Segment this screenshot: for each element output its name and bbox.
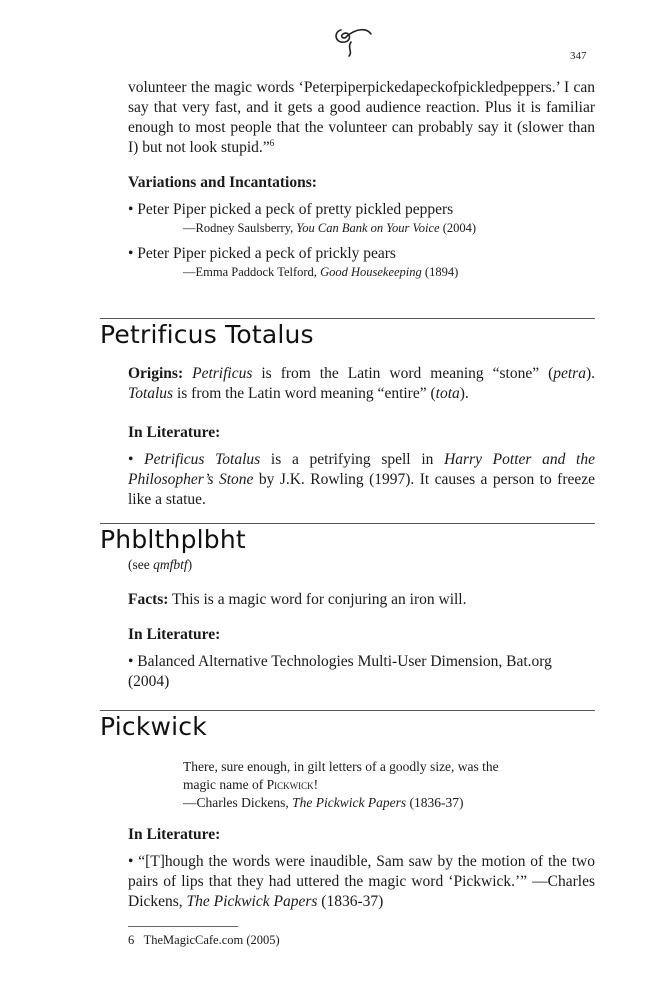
entry-title-pickwick: Pickwick	[100, 712, 207, 741]
origins-text: is from the Latin word meaning “entire” (	[173, 385, 436, 402]
origins-term: Petrificus	[192, 365, 253, 382]
epigraph-text: !	[313, 777, 319, 792]
citation-author: —Charles Dickens,	[183, 795, 293, 810]
lit-book-title: The Pickwick Papers	[186, 893, 318, 910]
variation-text: • Peter Piper picked a peck of prickly pears	[128, 245, 396, 262]
origins-text: is from the Latin word meaning “stone” (	[252, 365, 554, 382]
footnote-text: TheMagicCafe.com (2005)	[143, 933, 280, 947]
lit-text: • “[T]hough the words were inaudible, Sam saw by the motion of the two pairs of lips that they had uttered the magic word ‘Pickwick.’” —Charles Dickens,	[128, 853, 595, 910]
facts-text: This is a magic word for conjuring an iron will.	[168, 591, 467, 608]
citation-title: You Can Bank on Your Voice	[296, 221, 440, 235]
footnote-divider	[128, 926, 238, 927]
section-divider	[100, 523, 595, 524]
section-divider	[100, 710, 595, 711]
variations-heading: Variations and Incantations:	[128, 174, 317, 191]
origins-term: tota	[435, 385, 460, 402]
lit-book-title: Harry Potter and the Philosopher’s Stone	[128, 451, 595, 488]
petrificus-origins	[128, 364, 595, 404]
origins-text: ).	[585, 365, 595, 382]
citation-title: The Pickwick Papers	[292, 795, 407, 810]
origins-label: Origins:	[128, 365, 184, 382]
origins-term: Totalus	[128, 385, 174, 402]
intro-paragraph	[128, 78, 595, 158]
phblthplbht-facts	[128, 590, 595, 610]
variation-text: • Peter Piper picked a peck of pretty pickled peppers	[128, 201, 454, 218]
entry-title-phblthplbht: Phblthplbht	[100, 525, 246, 554]
lit-text: (1836-37)	[317, 893, 384, 910]
section-divider	[100, 318, 595, 319]
lit-term: Petrificus Totalus	[144, 451, 261, 468]
see-prefix: (see	[128, 557, 154, 572]
petrificus-lit-heading: In Literature:	[128, 424, 221, 441]
phblthplbht-lit-item: • Balanced Alternative Technologies Multi-User Dimension, Bat.org (2004)	[128, 653, 552, 690]
footnote-reference: 6	[269, 137, 275, 148]
petrificus-lit-item	[128, 450, 595, 510]
epigraph-text: magic name of	[183, 777, 267, 792]
origins-term: petra	[553, 365, 586, 382]
pickwick-lit-item	[128, 852, 595, 912]
flourish-ornament-icon	[327, 22, 377, 58]
epigraph-line: There, sure enough, in gilt letters of a goodly size, was the	[183, 759, 499, 774]
variation-citation	[128, 220, 595, 237]
citation-year: (1894)	[421, 265, 459, 279]
see-suffix: )	[187, 557, 193, 572]
citation-author: —Rodney Saulsberry,	[183, 221, 297, 235]
phblthplbht-lit-heading: In Literature:	[128, 626, 221, 643]
epigraph-line	[183, 776, 583, 794]
footnote	[128, 932, 280, 949]
pickwick-epigraph	[183, 758, 583, 812]
see-word: qmfbtf	[153, 557, 188, 572]
variation-citation	[128, 264, 595, 281]
see-reference	[128, 555, 192, 575]
pickwick-lit-heading: In Literature:	[128, 826, 221, 843]
citation-author: —Emma Paddock Telford,	[183, 265, 321, 279]
epigraph-name: Pickwick	[266, 777, 314, 792]
intro-text: volunteer the magic words ‘Peterpiperpickedapeckofpickledpeppers.’ I can say that very fast, and it gets a good audience reaction. Plus it is familiar enough to most people that the volunteer can probably say it (slower than I) but not look stupid.”	[128, 79, 595, 156]
lit-text: is a petrifying spell in	[260, 451, 445, 468]
page-number: 347	[570, 50, 587, 62]
citation-year: (2004)	[439, 221, 477, 235]
lit-text: •	[128, 451, 145, 468]
lit-text: by J.K. Rowling (1997). It causes a person to freeze like a statue.	[128, 471, 596, 508]
variation-item	[128, 244, 595, 281]
variation-item	[128, 200, 595, 237]
origins-text	[183, 365, 192, 382]
origins-text: ).	[459, 385, 469, 402]
epigraph-citation	[183, 794, 583, 812]
citation-title: Good Housekeeping	[320, 265, 422, 279]
citation-year: (1836-37)	[406, 795, 464, 810]
footnote-number: 6	[128, 933, 135, 947]
entry-title-petrificus: Petrificus Totalus	[100, 320, 314, 349]
facts-label: Facts:	[128, 591, 169, 608]
